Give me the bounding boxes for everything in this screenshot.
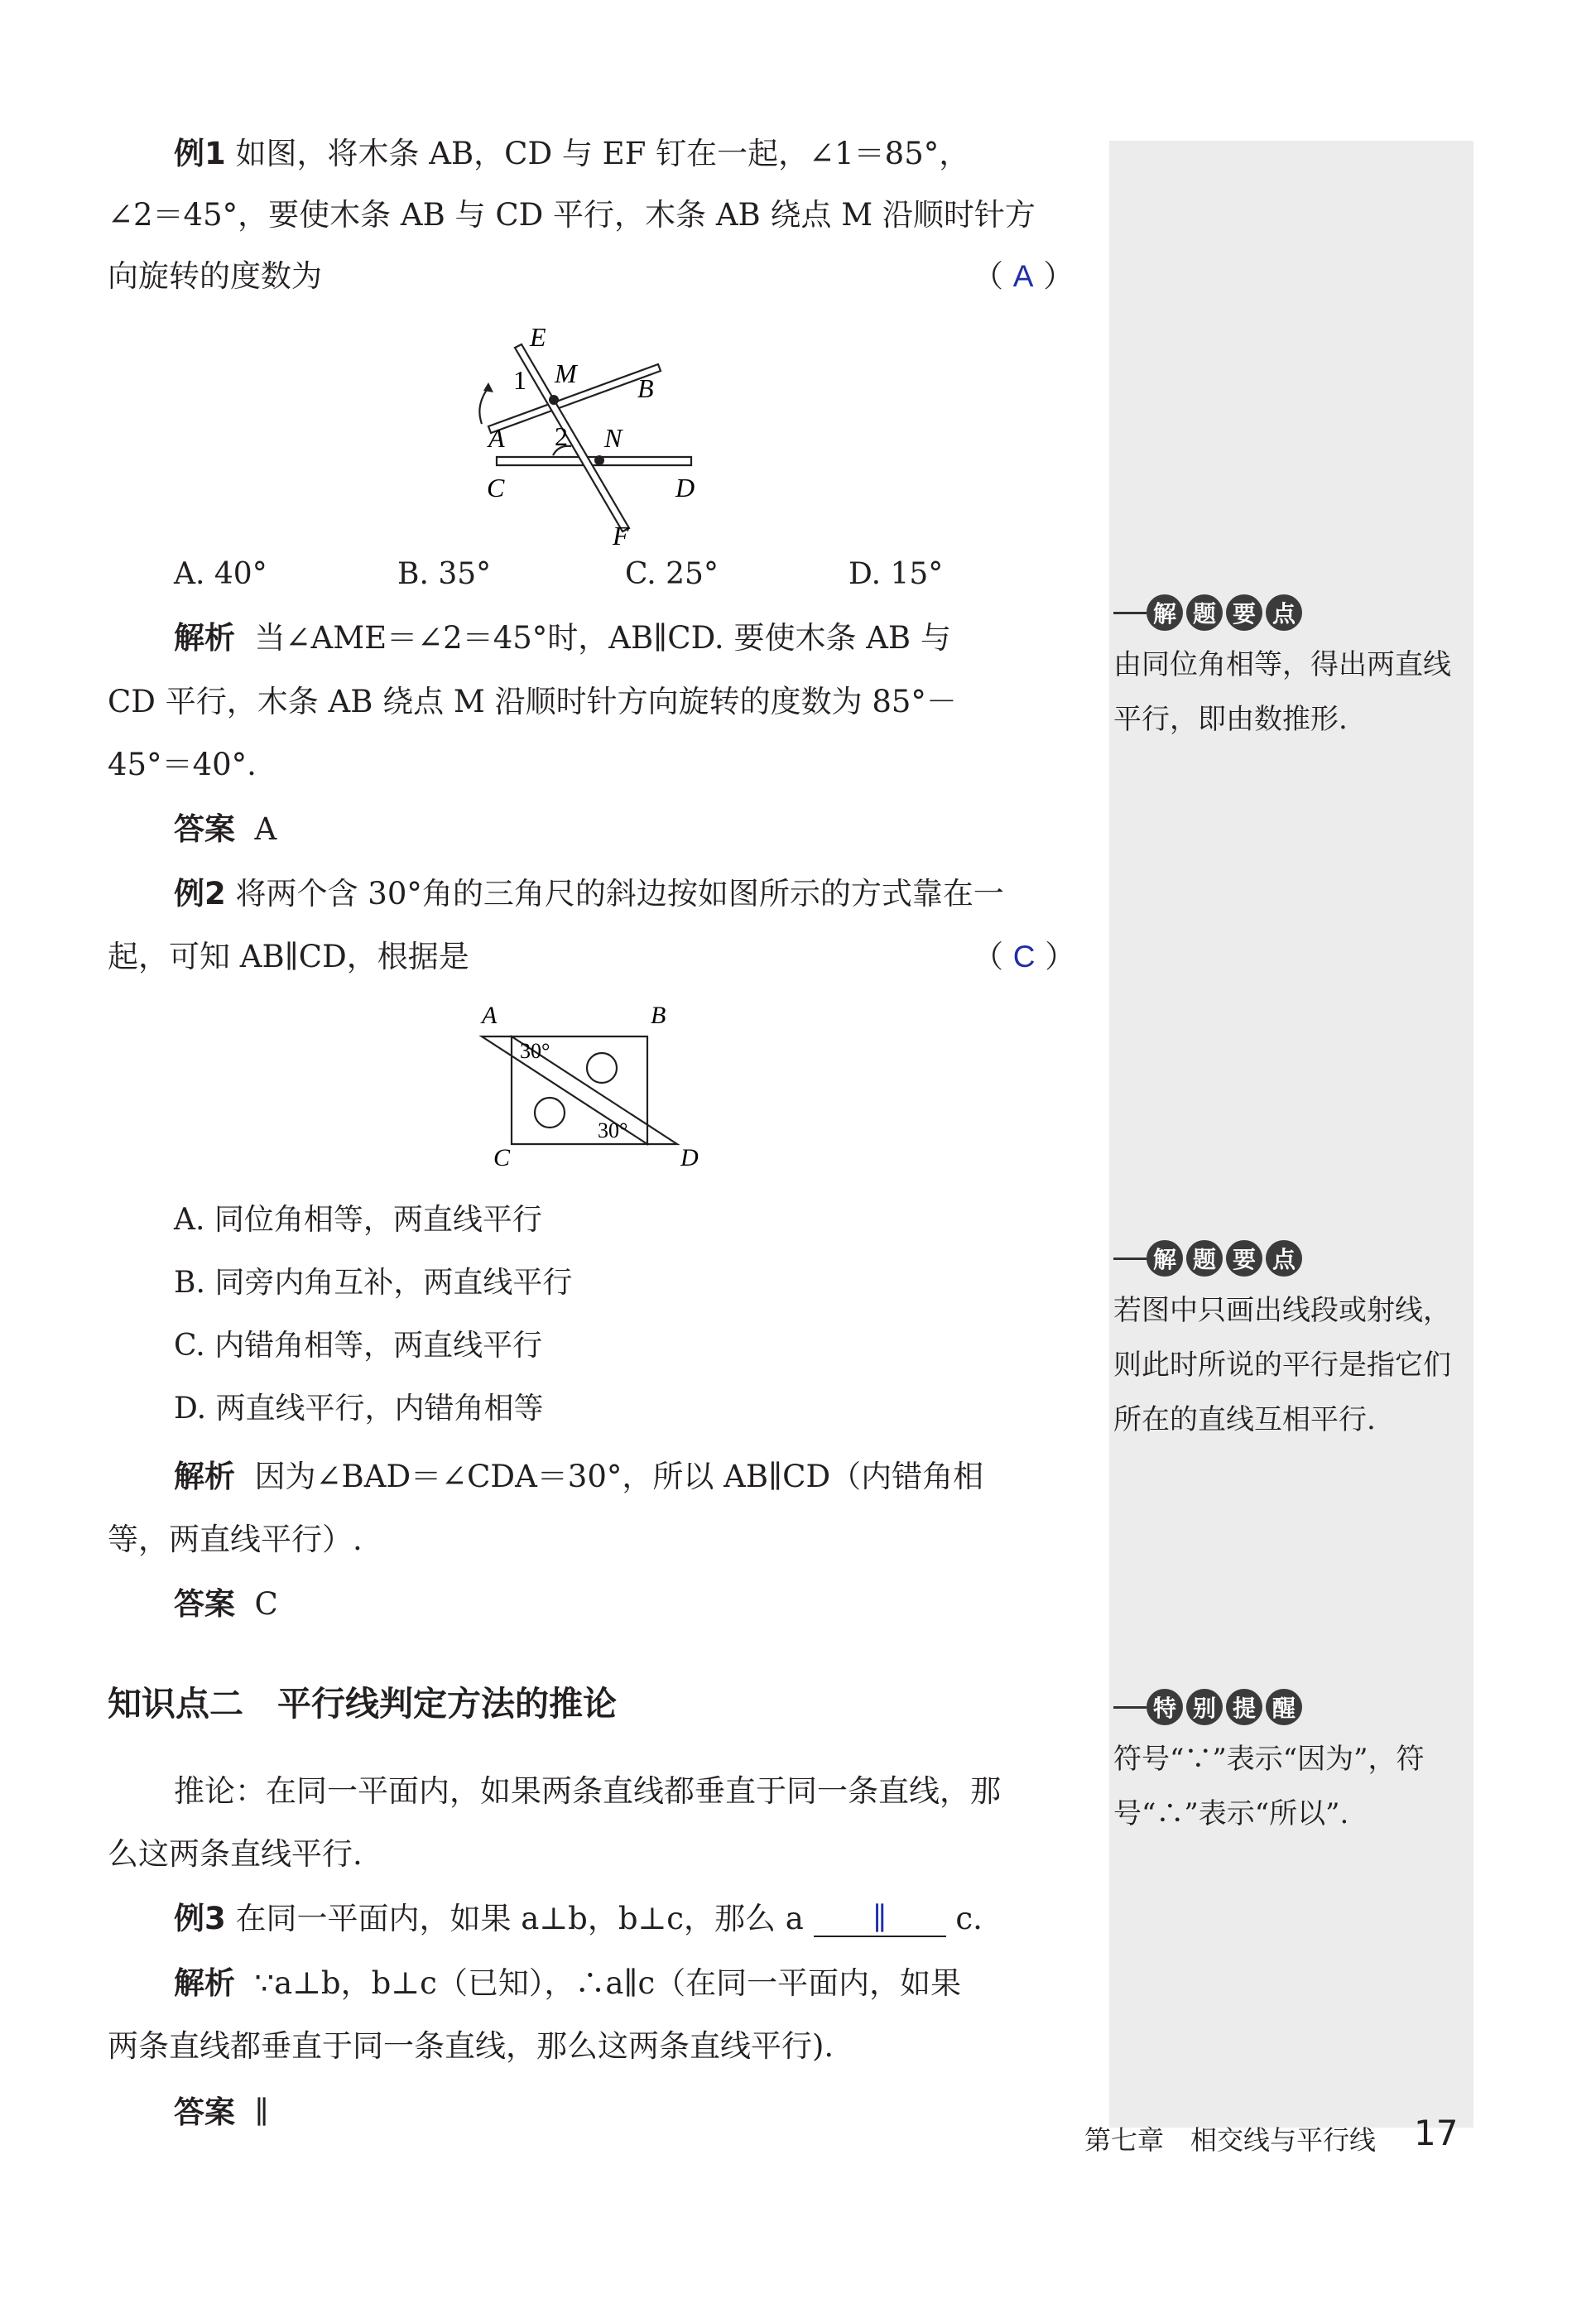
example2-answer-paren: （ C ）	[973, 939, 1076, 974]
tip-heading-char: 点	[1266, 594, 1302, 631]
example1-analysis-line2: CD 平行，木条 AB 绕点 M 沿顺时针方向旋转的度数为 85°－	[108, 684, 957, 719]
example3-text-before: 在同一平面内，如果 a⊥b，b⊥c，那么 a	[235, 1901, 804, 1936]
example3-answer-label: 答案	[174, 2094, 235, 2130]
fig1-label-m: M	[555, 358, 577, 388]
example2-answer-value: C	[254, 1586, 278, 1622]
tip-heading-char: 醒	[1266, 1689, 1302, 1725]
tip-heading-char: 特	[1147, 1689, 1183, 1725]
fig2-angle-top: 30°	[520, 1039, 550, 1063]
fig2-label-a: A	[482, 1002, 498, 1029]
example1-option-a: A. 40°	[174, 557, 267, 591]
example3-text-after: c.	[955, 1901, 983, 1936]
example1-analysis-line1	[174, 617, 951, 660]
example2-text1: 将两个含 30°角的三角尺的斜边按如图所示的方式靠在一	[235, 876, 1004, 911]
fig1-label-n: N	[604, 423, 623, 453]
tip-heading-char: 题	[1186, 1240, 1223, 1277]
example3-analysis-line1	[174, 1962, 961, 2005]
tip-box-1	[1113, 588, 1451, 747]
section2-para-line2: 么这两条直线平行.	[108, 1836, 363, 1872]
example1-option-d: D. 15°	[848, 557, 944, 591]
example2-answer-label: 答案	[174, 1586, 235, 1622]
tip-heading-char: 要	[1226, 1240, 1262, 1277]
example2-option-b: B. 同旁内角互补，两直线平行	[174, 1266, 573, 1300]
tip-heading-char: 解	[1147, 1240, 1183, 1277]
example1-answer-label: 答案	[174, 811, 235, 847]
example1-answer-line	[174, 808, 276, 851]
tip-heading-bar	[1113, 612, 1147, 614]
example2-option-d: D. 两直线平行，内错角相等	[174, 1392, 544, 1426]
tip-heading-bar	[1113, 1258, 1147, 1260]
fig2-angle-bottom: 30°	[598, 1118, 628, 1142]
example1-analysis-line3: 45°＝40°.	[108, 747, 257, 782]
example3-blank: ∥	[814, 1902, 946, 1937]
example3-line1	[174, 1897, 983, 1940]
example2-analysis-line1	[174, 1455, 983, 1498]
tip-text-line: 号“∴”表示“所以”.	[1113, 1797, 1349, 1830]
tip-text-line: 平行，即由数推形.	[1113, 703, 1348, 736]
example3-analysis-text1: ∵a⊥b，b⊥c（已知），∴a∥c（在同一平面内，如果	[254, 1965, 962, 2001]
tip-box-2	[1113, 1234, 1451, 1447]
fig1-label-b: B	[637, 373, 654, 403]
fig1-label-f: F	[613, 521, 629, 551]
example1-answer-value: A	[254, 811, 277, 847]
example3-analysis-label: 解析	[174, 1965, 235, 2001]
fig2-label-c: C	[493, 1144, 511, 1167]
example2-answer: C	[1012, 940, 1036, 974]
tip-heading-bar	[1113, 1706, 1147, 1709]
example2-analysis-line2: 等，两直线平行）.	[108, 1522, 363, 1557]
example3-label: 例3	[174, 1901, 226, 1936]
example2-answer-line	[174, 1583, 278, 1626]
tip-heading-char: 解	[1147, 594, 1183, 631]
tip-text-line: 则此时所说的平行是指它们	[1113, 1349, 1451, 1382]
tip-heading	[1113, 1682, 1425, 1732]
tip-text-line: 所在的直线互相平行.	[1113, 1403, 1376, 1436]
section2-para-line1: 推论：在同一平面内，如果两条直线都垂直于同一条直线，那	[174, 1773, 1001, 1809]
chapter-title: 第七章 相交线与平行线	[1084, 2124, 1377, 2156]
example1-text1: 如图，将木条 AB，CD 与 EF 钉在一起，∠1＝85°，	[235, 136, 970, 171]
example2-analysis-label: 解析	[174, 1459, 235, 1494]
tip-heading-char: 别	[1186, 1689, 1223, 1725]
example1-answer: A	[1012, 259, 1034, 293]
tip-heading-char: 提	[1226, 1689, 1262, 1725]
fig1-label-2: 2	[555, 421, 568, 451]
example1-answer-paren: （ A ）	[973, 258, 1074, 294]
example2-line2: 起，可知 AB∥CD，根据是	[108, 939, 469, 974]
example2-line1	[174, 873, 1004, 916]
example2-option-c: C. 内错角相等，两直线平行	[174, 1329, 543, 1363]
example3-answer-value: ∥	[254, 2094, 269, 2130]
example1-line1	[174, 132, 969, 176]
example2-option-a: A. 同位角相等，两直线平行	[174, 1203, 542, 1237]
fig1-label-1: 1	[513, 365, 526, 395]
example3-answer-line	[174, 2091, 269, 2134]
example1-figure	[464, 323, 728, 555]
example3-analysis-line2: 两条直线都垂直于同一条直线，那么这两条直线平行).	[108, 2028, 834, 2064]
example1-analysis-text1: 当∠AME＝∠2＝45°时，AB∥CD. 要使木条 AB 与	[254, 620, 951, 656]
tip-text-line: 若图中只画出线段或射线，	[1113, 1294, 1451, 1327]
tip-heading	[1113, 1234, 1451, 1283]
example2-analysis-text1: 因为∠BAD＝∠CDA＝30°，所以 AB∥CD（内错角相	[254, 1459, 984, 1494]
page-number: 17	[1414, 2113, 1459, 2153]
tip-box-3	[1113, 1682, 1425, 1841]
tip-heading-char: 要	[1226, 594, 1262, 631]
example1-analysis-label: 解析	[174, 620, 235, 656]
tip-heading-char: 点	[1266, 1240, 1302, 1277]
example1-line2: ∠2＝45°，要使木条 AB 与 CD 平行，木条 AB 绕点 M 沿顺时针方	[108, 197, 1036, 233]
tip-heading-char: 题	[1186, 594, 1223, 631]
section-heading: 知识点二 平行线判定方法的推论	[108, 1684, 617, 1724]
example1-option-c: C. 25°	[625, 557, 719, 591]
fig2-label-d: D	[680, 1144, 699, 1167]
fig1-label-c: C	[487, 473, 505, 503]
example2-label: 例2	[174, 876, 226, 911]
fig1-label-e: E	[530, 323, 546, 352]
tip-heading	[1113, 588, 1451, 637]
fig2-label-b: B	[651, 1002, 666, 1029]
fig1-label-d: D	[675, 473, 695, 503]
tip-text-line: 符号“∵”表示“因为”，符	[1113, 1743, 1425, 1776]
example1-line3: 向旋转的度数为	[108, 258, 322, 294]
tip-text-line: 由同位角相等，得出两直线	[1113, 648, 1451, 681]
example2-figure	[464, 1002, 712, 1167]
example1-label: 例1	[174, 136, 226, 171]
fig1-label-a: A	[488, 423, 505, 453]
example1-option-b: B. 35°	[397, 557, 492, 591]
